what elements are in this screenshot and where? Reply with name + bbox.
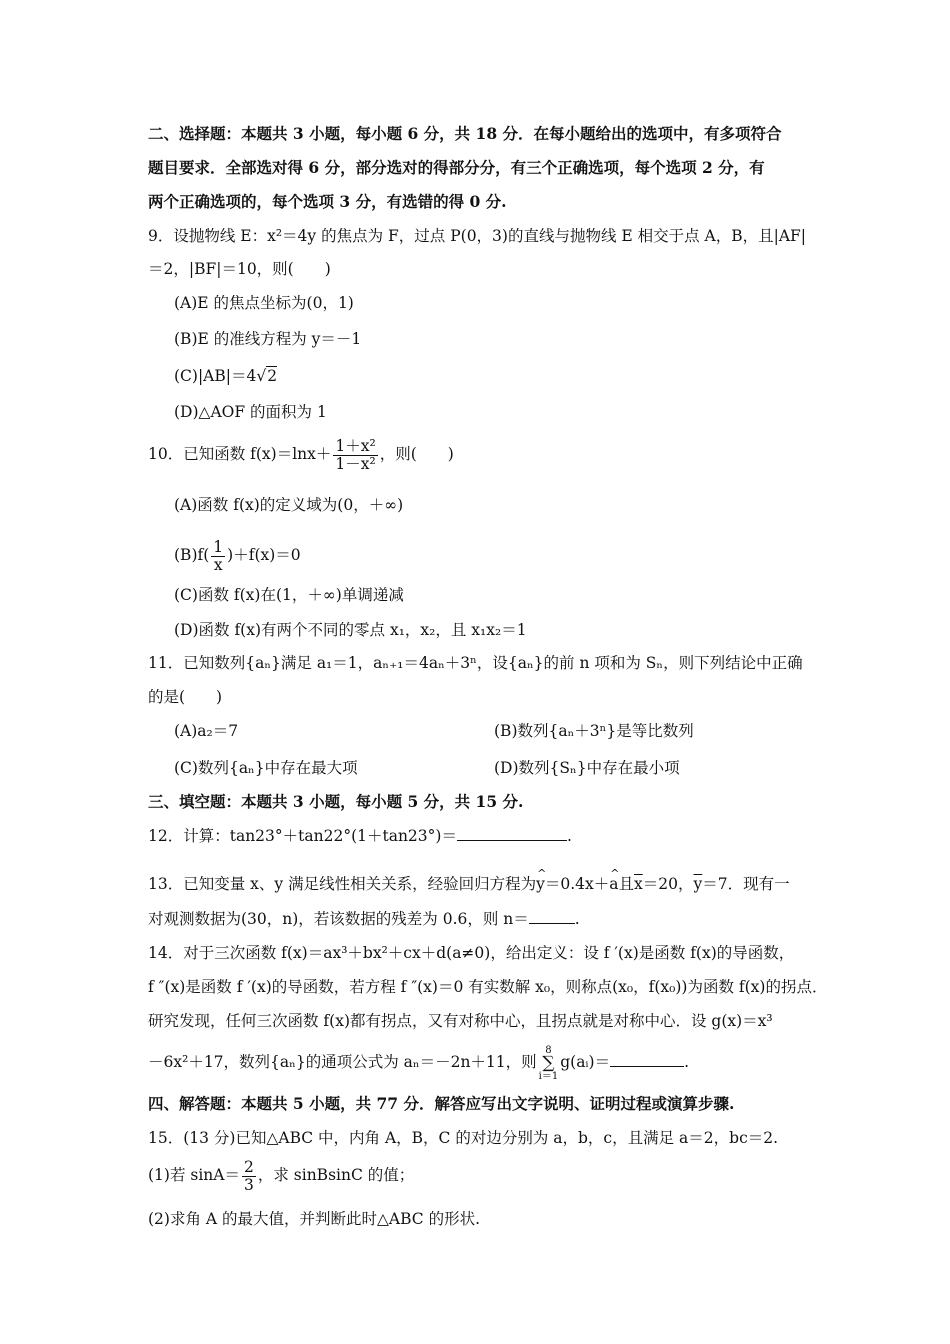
- q14-end: .: [684, 1053, 690, 1071]
- q15-part1-prefix: (1)若 sinA＝: [148, 1166, 240, 1184]
- q10-stem-suffix: ，则( ): [379, 445, 454, 463]
- q13-y-bar: $\overline{y}$: [693, 875, 703, 893]
- q9-stem-line1: 9．设抛物线 E：x²＝4y 的焦点为 F，过点 P(0，3)的直线与抛物线 E 相交于点 A，B，且|AF|: [148, 227, 807, 245]
- q15-part1-fraction: [242, 1159, 256, 1194]
- q13-line2-text: 对观测数据为(30，n)，若该数据的残差为 0.6，则 n＝: [148, 910, 529, 928]
- section4-header: 四、解答题：本题共 5 小题，共 77 分．解答应写出文字说明、证明过程或演算步骤.: [148, 1094, 735, 1113]
- q9-option-c-radicand: 2: [267, 367, 278, 385]
- q13-text-5: ＝7．现有一: [702, 875, 790, 893]
- q12-stem: [148, 825, 572, 847]
- q13-end: .: [574, 910, 580, 928]
- q15-part1-denominator: 3: [243, 1175, 254, 1194]
- q10-option-b-numerator: 1: [213, 537, 224, 556]
- q14-answer-blank[interactable]: [610, 1052, 684, 1067]
- q13-text-2: ＝0.4x＋: [544, 875, 610, 893]
- section3-header: 三、填空题：本题共 3 小题，每小题 5 分，共 15 分.: [148, 792, 524, 811]
- q9-option-c-prefix: (C)|AB|＝4: [174, 367, 257, 385]
- q9-option-a: (A)E 的焦点坐标为(0，1): [174, 294, 354, 312]
- q12-stem-text: 12．计算：tan23°＋tan22°(1＋tan23°)＝: [148, 827, 457, 845]
- q11-option-a: (A)a₂＝7: [174, 722, 239, 740]
- q14-line4-mid: g(aᵢ)＝: [560, 1053, 611, 1071]
- q10-option-b-prefix: (B)f(: [174, 546, 210, 564]
- section2-header-line1: 二、选择题：本题共 3 小题，每小题 6 分，共 18 分．在每小题给出的选项中，有多项符合: [148, 124, 782, 143]
- q11-option-c: (C)数列{aₙ}中存在最大项: [174, 759, 358, 777]
- q14-stem-line3: 研究发现，任何三次函数 f(x)都有拐点，又有对称中心，且拐点就是对称中心．设 g(x)＝x³: [148, 1012, 773, 1030]
- q9-option-c: (C)|AB|＝4√2: [174, 367, 278, 385]
- q11-option-b: (B)数列{aₙ＋3ⁿ}是等比数列: [494, 722, 694, 740]
- q15-stem: 15．(13 分)已知△ABC 中，内角 A，B，C 的对边分别为 a，b，c，且满足 a＝2，bc＝2.: [148, 1129, 779, 1147]
- q10-fraction-numerator: 1＋x²: [335, 436, 376, 455]
- q13-x-bar: $\overline{x}$: [634, 875, 643, 893]
- q9-option-d: (D)△AOF 的面积为 1: [174, 403, 327, 421]
- q14-sum-lower: i＝1: [538, 1070, 559, 1082]
- section2-header-line2: 题目要求．全部选对得 6 分，部分选对的得部分分，有三个正确选项，每个选项 2 分，有: [148, 158, 765, 177]
- q10-option-c: (C)函数 f(x)在(1，＋∞)单调递减: [174, 586, 404, 604]
- q14-stem-line2: f ″(x)是函数 f ′(x)的导函数，若方程 f ″(x)＝0 有实数解 x₀，则称点(x₀，f(x₀))为函数 f(x)的拐点．: [148, 978, 828, 996]
- q15-part2: (2)求角 A 的最大值，并判断此时△ABC 的形状.: [148, 1210, 481, 1228]
- q10-option-a: (A)函数 f(x)的定义域为(0，＋∞): [174, 496, 404, 514]
- q14-sum-symbol: ∑: [542, 1052, 555, 1073]
- q9-option-b: (B)E 的准线方程为 y＝－1: [174, 330, 362, 348]
- q14-stem-line4: [148, 1040, 689, 1084]
- q13-text-4: ＝20，: [642, 875, 694, 893]
- q13-y-hat: ^ y: [536, 873, 545, 895]
- section2-header-line3: 两个正确选项的，每个选项 3 分，有选错的得 0 分.: [148, 192, 507, 211]
- q12-answer-blank[interactable]: [457, 826, 567, 841]
- q13-answer-blank[interactable]: [529, 909, 575, 924]
- q15-part1-suffix: ，求 sinBsinC 的值；: [257, 1166, 415, 1184]
- q10-option-b-suffix: )＋f(x)＝0: [227, 546, 301, 564]
- q12-end: .: [566, 827, 572, 845]
- q13-stem-line2: [148, 908, 580, 930]
- q11-stem-line2: 的是( ): [148, 688, 223, 706]
- q14-stem-line1: 14．对于三次函数 f(x)＝ax³＋bx²＋cx＋d(a≠0)，给出定义：设 f ′(x)是函数 f(x)的导函数，: [148, 944, 795, 962]
- q14-line4-prefix: －6x²＋17，数列{aₙ}的通项公式为 aₙ＝－2n＋11，则: [148, 1053, 537, 1071]
- q10-option-d: (D)函数 f(x)有两个不同的零点 x₁，x₂，且 x₁x₂＝1: [174, 621, 527, 639]
- q11-option-d: (D)数列{Sₙ}中存在最小项: [494, 759, 680, 777]
- q10-option-b-fraction: [211, 539, 225, 574]
- q10-option-b-denominator: x: [213, 555, 223, 574]
- q13-text-3: 且: [618, 875, 635, 893]
- q10-stem: [148, 434, 454, 474]
- q9-stem-line2: ＝2，|BF|＝10，则( ): [148, 260, 331, 278]
- q10-stem-prefix: 10．已知函数 f(x)＝lnx＋: [148, 445, 332, 463]
- q13-a-hat: ^ a: [609, 873, 618, 895]
- q10-fraction: [333, 438, 377, 473]
- q13-text-1: 13．已知变量 x、y 满足线性相关关系，经验回归方程为: [148, 875, 537, 893]
- q14-summation: [539, 1045, 559, 1082]
- q11-stem-line1: 11．已知数列{aₙ}满足 a₁＝1，aₙ₊₁＝4aₙ＋3ⁿ，设{aₙ}的前 n 项和为 Sₙ，则下列结论中正确: [148, 654, 803, 672]
- q13-stem-line1: [148, 873, 790, 895]
- q14-sum-upper: 8: [545, 1044, 552, 1056]
- q15-part1-numerator: 2: [243, 1157, 254, 1176]
- q10-option-b: [174, 535, 301, 575]
- q10-fraction-denominator: 1－x²: [335, 454, 376, 473]
- q15-part1: [148, 1153, 414, 1197]
